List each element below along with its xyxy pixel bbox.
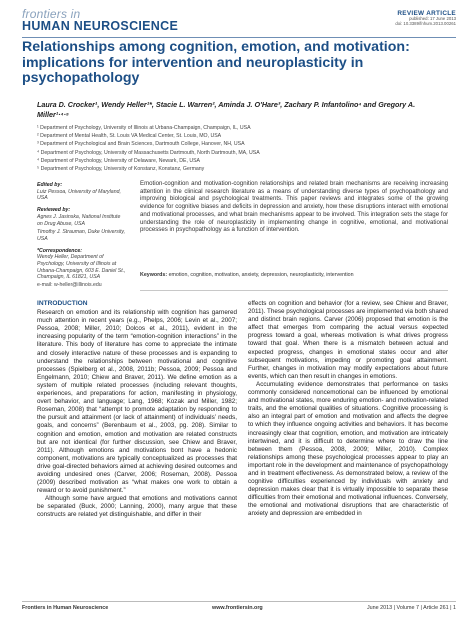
affiliation: ⁵ Department of Psychology, University of Konstanz, Konstanz, Germany (37, 166, 205, 173)
article-meta (395, 10, 456, 27)
affiliation: ⁴ Department of Psychology, University of Delaware, Newark, DE, USA (37, 157, 201, 164)
keywords-label: Keywords: (140, 272, 168, 278)
affiliation: ⁴ Department of Psychology, University of Massachusetts Dartmouth, North Dartmouth, MA, USA (37, 149, 260, 156)
body-column-left (37, 300, 237, 520)
affiliations (37, 124, 447, 173)
affiliation: ³ Department of Psychological and Brain Sciences, Dartmouth College, Hanover, NH, USA (37, 141, 245, 148)
body-paragraph: effects on cognition and behavior (for a review, see Chiew and Braver, 2011). These psychological processes are implemented via both shared and distinct brain regions. Carver (2006) proposed that emotion is the affect that emerges from comparing the actual versus expected progress toward a goal, whereas motivation is what drives progress toward that goal. When there is a mismatch between actual and expected progress, changes in emotional states occur and alter subsequent motivations, impeding or promoting goal attainment. Further, changes in motivation may modify expectations about future events, which can then result in changes in emotions. (248, 300, 448, 380)
body-paragraph: Accumulating evidence demonstrates that performance on tasks commonly considered noncemotional can be influenced by emotional and motivational states, more enduring emotion- and motivation-related traits, and the emotional qualities of situations. Cognitive processing is also an integral part of emotion and motivation and affects the degree to which they influence ongoing activities and behaviors. It has become increasingly clear that cognition, emotion, and motivation are intricately intertwined, and it is difficult to determine where to draw the line between them (Pessoa, 2008, 2009; Miller, 2010). Complex relationships among these psychological processes appear to play an important role in the development and maintenance of psychopathology and in treatment effectiveness. As demonstrated below, a review of the cognitive difficulties experienced by individuals with anxiety and depression makes clear that it is virtually impossible to separate these difficulties from their emotional and motivational influences. Conversely, the emotional and motivational disruptions that are characteristic of anxiety and depression are embedded in (248, 380, 448, 518)
body-paragraph: Although some have argued that emotions and motivations cannot be separated (Buck, 2000; Lanning, 2000), many argue that these constructs are related yet distinguishable, and differ in their (37, 495, 237, 519)
affiliation: ² Department of Mental Health, St. Louis VA Medical Center, St. Louis, MO, USA (37, 133, 222, 140)
reviewed-by-label: Reviewed by: (37, 207, 71, 214)
published-date: published: 17 June 2013 (409, 16, 456, 22)
article-title: Relationships among cognition, emotion, and motivation: implications for intervention and neuroplasticity in psychopathology (22, 39, 410, 87)
affiliation: ¹ Department of Psychology, University of Illinois at Urbana-Champaign, Champaign, IL, USA (37, 125, 251, 131)
keywords-list: emotion, cognition, motivation, anxiety, depression, neuroplasticity, intervention (168, 272, 354, 278)
section-heading: INTRODUCTION (37, 300, 88, 307)
header-divider (22, 37, 456, 38)
doi-link[interactable]: doi: 10.3389/fnhum.2013.00261 (395, 21, 456, 27)
journal-name-line1: frontiers in (22, 7, 81, 21)
keywords-divider (140, 290, 448, 291)
correspondence-address: Wendy Heller, Department of Psychology, University of Illinois at Urbana-Champaign, 603 E. Daniel St., Champaign, IL 61821, USA (37, 254, 126, 281)
author-list: Laura D. Crocker¹, Wendy Heller¹*, Stacie L. Warren², Aminda J. O'Hare³, Zachary P. Infantolino⁴ and Gregory A. Miller¹·⁴·⁵ (37, 100, 416, 119)
footer-journal: Frontiers in Human Neuroscience (22, 605, 109, 611)
abstract: Emotion-cognition and motivation-cognition relationships and related brain mechanisms are receiving increasing attention in the clinical research literature as a means of understanding diverse types of psychopathology and improving biological and psychological treatments. This paper reviews and integrates some of the growing evidence for cognitive biases and deficits in depression and anxiety, how these disruptions interact with emotional and motivational processes, and what brain mechanisms appear to be involved. This integration sets the stage for understanding the role of neuroplasticity in implementing change in cognitive, emotional, and motivational processes in psychopathology as a function of intervention. (140, 180, 448, 234)
footer-issue: June 2013 | Volume 7 | Article 261 | 1 (366, 605, 456, 611)
keywords (140, 272, 448, 278)
article-type: REVIEW ARTICLE (397, 10, 456, 17)
correspondence-label: *Correspondence: (37, 247, 82, 254)
journal-name-line2: HUMAN NEUROSCIENCE (22, 19, 179, 33)
body-paragraph: Research on emotion and its relationship with cognition has garnered much attention in recent years (e.g., Phelps, 2006; Levin et al., 2007; Pessoa, 2008; Miller, 2010; Dolcos et al., 2011), evident in the increasing popularity of the term “emotion-cognition interactions” in the literature. This body of literature has come to appreciate the intimate and closely interactive nature of these processes and is expanding to understand the relationships between motivational and cognitive processes (Spielberg et al., 2008, 2011b; Pessoa, 2009; Pessoa and Engelmann, 2010; Chiew and Braver, 2011). We define emotion as a system of multiple related processes (including relevant thoughts, experiences, and preparations for action, manifesting in physiology, overt behavior, and language; Lang, 1968; Kozak and Miller, 1982; Roseman, 2008) that “attempt to promote adaptation by responding to the pursuit and attainment (or lack of attainment) of individuals’ needs, goals, and concerns” (Berenbaum et al., 2003, pg. 208). Similar to cognition and emotion, emotion and motivation are related constructs but are not identical (for further discussion, see Chiew and Braver, 2011). Although emotions and motivations bont have a hedonic component, motivations are typically conceptualized as processes that drive goal-directed behaviors aimed at achieving desired outcomes and avoiding undesired ones (Carver, 2006; Roseman, 2008). Pessoa (2009) described motivation as “what makes one work to obtain a reward or to avoid punishment.” (37, 309, 237, 495)
edited-by: Luiz Pessoa, University of Maryland, USA (37, 188, 121, 202)
journal-logo (22, 8, 178, 33)
footer-divider (22, 601, 456, 602)
reviewer: Timothy J. Strauman, Duke University, USA (37, 229, 126, 242)
body-column-right (248, 300, 448, 519)
editorial-sidebar (37, 182, 127, 289)
reviewer: Agnes J. Jasinska, National Institute on Drug Abuse, USA (37, 213, 121, 227)
edited-by-label: Edited by: (37, 182, 63, 188)
correspondence-email[interactable]: e-mail: w-heller@illinois.edu (37, 282, 102, 289)
footer-website[interactable]: www.frontiersin.org (212, 605, 263, 611)
